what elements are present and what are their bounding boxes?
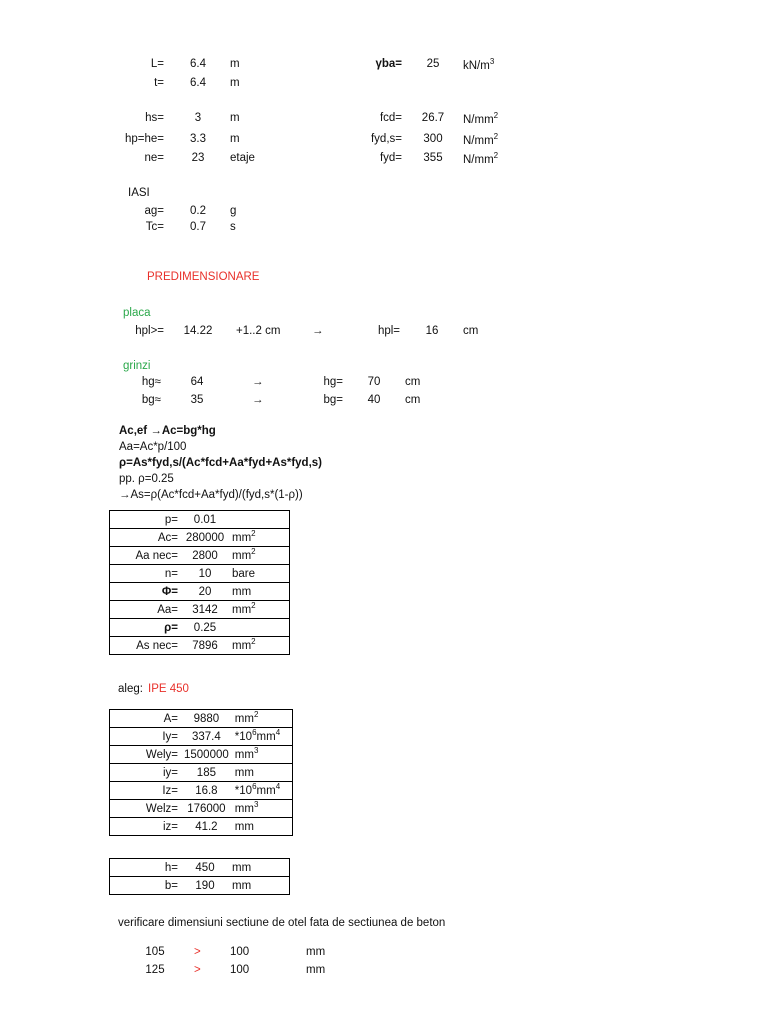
cell-unit: mm: [232, 764, 293, 782]
aleg-label: aleg:: [118, 683, 143, 695]
param-fyds-unit: $N/mm^2$: [463, 132, 499, 147]
param-ag-unit: g: [230, 205, 237, 217]
cell-unit: $mm^2$: [229, 601, 290, 619]
grinzi-hg-value: 70: [367, 376, 381, 388]
cell-label: iz=: [110, 818, 182, 836]
table-row: [110, 511, 290, 529]
section-title-grinzi: grinzi: [123, 360, 151, 372]
param-fyds-value: 300: [423, 133, 443, 145]
cell-value: 10: [181, 565, 229, 583]
param-fyds-label: fyd,s=: [370, 133, 402, 145]
param-l-unit: m: [230, 58, 240, 70]
table-row: [110, 601, 290, 619]
verif-row-2-value: 125: [145, 964, 165, 976]
section-title-predim: PREDIMENSIONARE: [147, 271, 260, 283]
param-l-label: L=: [150, 58, 164, 70]
table-row: [110, 746, 293, 764]
param-hs-unit: m: [230, 112, 240, 124]
formula-pp: pp. ρ=0.25: [119, 473, 174, 485]
hpl-min-value: 14.22: [183, 325, 213, 337]
cell-value: 1500000: [181, 746, 232, 764]
param-hp-value: 3.3: [190, 133, 206, 145]
param-fyd-value: 355: [423, 152, 443, 164]
cell-label: Welz=: [110, 800, 182, 818]
grinzi-bg-approx-value: 35: [190, 394, 204, 406]
cell-label: Ac=: [110, 529, 182, 547]
cell-label: h=: [110, 859, 182, 877]
cell-value: 9880: [181, 710, 232, 728]
hpl-unit: cm: [463, 325, 479, 337]
cell-value: 176000: [181, 800, 232, 818]
param-l-value: 6.4: [190, 58, 206, 70]
formula-ac: Ac,ef →Ac=bg*hg: [119, 425, 216, 437]
param-t-unit: m: [230, 77, 240, 89]
cell-value: 450: [181, 859, 229, 877]
table-row: [110, 800, 293, 818]
table-row: [110, 764, 293, 782]
grinzi-bg-unit: cm: [405, 394, 421, 406]
verif-row-1-value: 105: [145, 946, 165, 958]
cell-unit: mm: [229, 583, 290, 601]
cell-unit: [229, 619, 290, 637]
hpl-min-label: hpl>=: [135, 325, 164, 337]
cell-label: b=: [110, 877, 182, 895]
cell-value: 20: [181, 583, 229, 601]
cell-value: 3142: [181, 601, 229, 619]
cell-label: Aa=: [110, 601, 182, 619]
param-ne-unit: etaje: [230, 152, 255, 164]
param-ne-value: 23: [191, 152, 205, 164]
cell-label: Iz=: [110, 782, 182, 800]
cell-value: 2800: [181, 547, 229, 565]
section-title-placa: placa: [123, 307, 151, 319]
arrow-icon: →: [252, 394, 264, 406]
cell-value: 16.8: [181, 782, 232, 800]
table-profile-properties: [109, 709, 293, 836]
param-tc-unit: s: [230, 221, 236, 233]
cell-label: iy=: [110, 764, 182, 782]
table-row: [110, 547, 290, 565]
param-fcd-unit: $N/mm^2$: [463, 111, 499, 126]
table-row: [110, 782, 293, 800]
cell-value: 41.2: [181, 818, 232, 836]
cell-value: 0.25: [181, 619, 229, 637]
verif-title: verificare dimensiuni sectiune de otel fata de sectiunea de beton: [118, 917, 446, 929]
location-name: IASI: [128, 187, 150, 199]
cell-label: A=: [110, 710, 182, 728]
param-fcd-label: fcd=: [379, 112, 402, 124]
cell-unit: [229, 511, 290, 529]
aleg-profile: IPE 450: [148, 683, 189, 695]
param-tc-label: Tc=: [145, 221, 164, 233]
grinzi-bg-approx-label: bg≈: [141, 394, 161, 406]
cell-label: Aa nec=: [110, 547, 182, 565]
greater-than-icon: >: [194, 964, 201, 976]
cell-unit: $*10^6mm^4$: [232, 728, 293, 746]
grinzi-hg-label: hg=: [323, 376, 343, 388]
grinzi-bg-label: bg=: [323, 394, 343, 406]
cell-unit: $mm^2$: [232, 710, 293, 728]
param-gba-value: 25: [426, 58, 440, 70]
table-row: [110, 565, 290, 583]
param-ne-label: ne=: [144, 152, 164, 164]
verif-row-1-unit: mm: [306, 946, 326, 958]
cell-label: ρ=: [110, 619, 182, 637]
arrow-icon: →: [312, 325, 324, 337]
cell-unit: mm: [232, 818, 293, 836]
cell-label: Wely=: [110, 746, 182, 764]
cell-value: 7896: [181, 637, 229, 655]
cell-label: n=: [110, 565, 182, 583]
table-reinforcement: [109, 510, 290, 655]
cell-unit: mm: [229, 859, 290, 877]
table-row: [110, 529, 290, 547]
cell-label: As nec=: [110, 637, 182, 655]
param-fyd-label: fyd=: [379, 152, 402, 164]
cell-value: 337.4: [181, 728, 232, 746]
grinzi-hg-unit: cm: [405, 376, 421, 388]
param-hs-label: hs=: [145, 112, 164, 124]
param-fyd-unit: $N/mm^2$: [463, 151, 499, 166]
grinzi-hg-approx-label: hg≈: [141, 376, 161, 388]
param-hp-unit: m: [230, 133, 240, 145]
param-fcd-value: 26.7: [421, 112, 445, 124]
verif-row-1-limit: 100: [230, 946, 250, 958]
param-t-label: t=: [154, 77, 164, 89]
param-hs-value: 3: [194, 112, 202, 124]
table-row: [110, 710, 293, 728]
param-ag-label: ag=: [144, 205, 164, 217]
grinzi-bg-value: 40: [367, 394, 381, 406]
table-row: [110, 877, 290, 895]
table-row: [110, 859, 290, 877]
param-hp-label: hp=he=: [124, 133, 164, 145]
greater-than-icon: >: [194, 946, 201, 958]
cell-unit: mm: [229, 877, 290, 895]
cell-unit: bare: [229, 565, 290, 583]
formula-rho: ρ=As*fyd,s/(Ac*fcd+Aa*fyd+As*fyd,s): [119, 457, 323, 469]
table-profile-dimensions: [109, 858, 290, 895]
hpl-extra: +1..2 cm: [236, 325, 281, 337]
table-row: [110, 583, 290, 601]
table-row: [110, 637, 290, 655]
hpl-label: hpl=: [377, 325, 400, 337]
cell-label: p=: [110, 511, 182, 529]
cell-unit: $mm^2$: [229, 637, 290, 655]
param-tc-value: 0.7: [190, 221, 206, 233]
cell-value: 280000: [181, 529, 229, 547]
verif-row-2-limit: 100: [230, 964, 250, 976]
cell-unit: $mm^2$: [229, 547, 290, 565]
table-row: [110, 818, 293, 836]
cell-label: Φ=: [110, 583, 182, 601]
formula-as: →As=ρ(Ac*fcd+Aa*fyd)/(fyd,s*(1-ρ)): [119, 489, 303, 501]
cell-unit: $mm^2$: [229, 529, 290, 547]
cell-value: 190: [181, 877, 229, 895]
arrow-icon: →: [252, 376, 264, 388]
verif-row-2-unit: mm: [306, 964, 326, 976]
cell-unit: $mm^3$: [232, 800, 293, 818]
cell-label: Iy=: [110, 728, 182, 746]
cell-value: 0.01: [181, 511, 229, 529]
table-row: [110, 728, 293, 746]
cell-unit: $mm^3$: [232, 746, 293, 764]
cell-value: 185: [181, 764, 232, 782]
hpl-value: 16: [425, 325, 439, 337]
formula-aa: Aa=Ac*p/100: [119, 441, 187, 453]
param-gba-unit: $kN/m^3$: [463, 57, 495, 72]
table-row: [110, 619, 290, 637]
param-ag-value: 0.2: [190, 205, 206, 217]
cell-unit: $*10^6mm^4$: [232, 782, 293, 800]
param-t-value: 6.4: [190, 77, 206, 89]
param-gba-label: γba=: [375, 58, 402, 70]
grinzi-hg-approx-value: 64: [190, 376, 204, 388]
